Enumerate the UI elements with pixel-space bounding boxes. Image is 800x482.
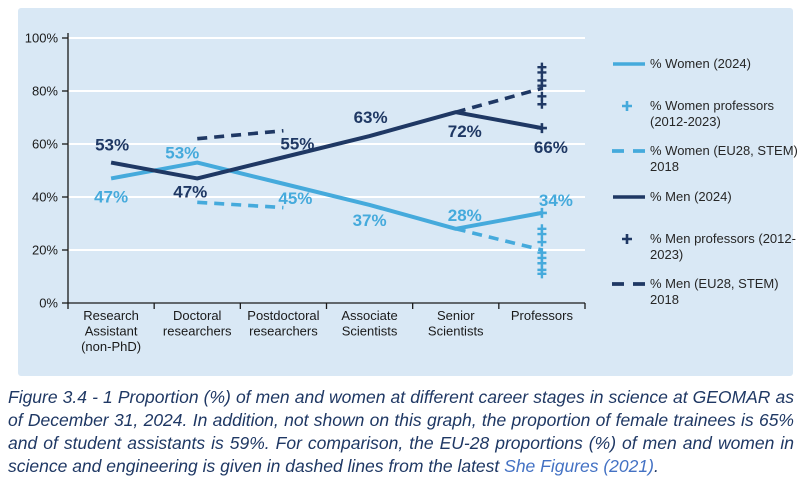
data-label: 45% — [278, 188, 313, 208]
legend-item — [610, 276, 798, 307]
legend-item — [610, 231, 798, 262]
y-tick-label: 40% — [31, 189, 58, 205]
caption-text: Figure 3.4 - 1 Proportion (%) of men and women at different career stages in science at GEOMAR as of December 31, 2024. In addition, not shown on this graph, the proportion of female trainees is 65% and of student assistants is 59%. For comparison, the EU-28 proportions (%) of men and women in science and engineering is given in dashed lines from the latest — [8, 387, 794, 476]
data-label: 53% — [95, 135, 130, 155]
plus-marker-icon — [610, 98, 650, 118]
category-label: Professors — [510, 308, 573, 323]
chart-panel — [18, 8, 798, 376]
category-label: researchers — [249, 323, 318, 339]
data-label: 28% — [447, 205, 482, 225]
plus-marker-icon — [537, 123, 547, 133]
category-label: Doctoral — [173, 308, 222, 323]
category-label: Scientists — [341, 323, 398, 339]
data-labels-women-2024 — [94, 144, 573, 230]
y-axis-labels — [25, 31, 59, 311]
category-label: Research — [83, 308, 139, 323]
data-label: 55% — [280, 134, 315, 154]
chart-legend — [610, 8, 798, 376]
data-label: 47% — [173, 182, 208, 202]
legend-item — [610, 98, 798, 129]
plus-marker-icon — [537, 68, 546, 77]
plus-marker-icon — [610, 231, 650, 251]
data-label: 47% — [94, 187, 129, 207]
she-figures-link[interactable]: She Figures (2021) — [504, 456, 654, 476]
legend-item — [610, 143, 798, 174]
legend-label: % Men (EU28, STEM) 2018 — [650, 276, 779, 307]
caption-text-end: . — [653, 456, 659, 476]
category-label: Associate — [341, 308, 398, 323]
data-label: 34% — [538, 190, 573, 210]
legend-label: % Men (2024) — [650, 189, 732, 204]
solid-line-icon — [610, 189, 650, 209]
y-tick-label: 0% — [39, 295, 58, 311]
y-tick-label: 80% — [31, 83, 58, 99]
dashed-line-icon — [610, 143, 650, 163]
data-label: 72% — [447, 122, 482, 142]
figure-caption — [8, 386, 794, 478]
category-label: Postdoctoral — [247, 308, 320, 323]
legend-label: % Men professors (2012-2023) — [650, 231, 796, 262]
plus-marker-icon — [537, 238, 546, 247]
data-label: 37% — [352, 210, 387, 230]
data-label: 66% — [533, 138, 568, 158]
y-tick-label: 60% — [31, 136, 58, 152]
legend-label: % Women (EU28, STEM) 2018 — [650, 143, 798, 174]
category-label: Senior — [436, 308, 475, 323]
legend-item — [610, 56, 798, 76]
legend-item — [610, 189, 798, 209]
category-label: (non-PhD) — [81, 339, 142, 354]
legend-label: % Women professors (2012-2023) — [650, 98, 775, 129]
category-label: Assistant — [84, 323, 138, 339]
y-tick-label: 100% — [24, 30, 58, 46]
y-tick-label: 20% — [31, 242, 58, 258]
plus-marker-icon — [537, 100, 546, 109]
x-axis-labels — [81, 308, 573, 354]
data-label: 63% — [353, 108, 388, 128]
series-women-professors-2012-2023 — [537, 224, 546, 278]
plus-marker-icon — [537, 92, 546, 101]
dashed-line-icon — [610, 276, 650, 296]
legend-label: % Women (2024) — [650, 56, 751, 71]
category-label: researchers — [162, 323, 232, 339]
category-label: Scientists — [427, 323, 484, 339]
data-label: 53% — [165, 143, 200, 163]
series-men-professors-2012-2023 — [537, 63, 546, 109]
plus-marker-icon — [537, 230, 546, 239]
solid-line-icon — [610, 56, 650, 76]
